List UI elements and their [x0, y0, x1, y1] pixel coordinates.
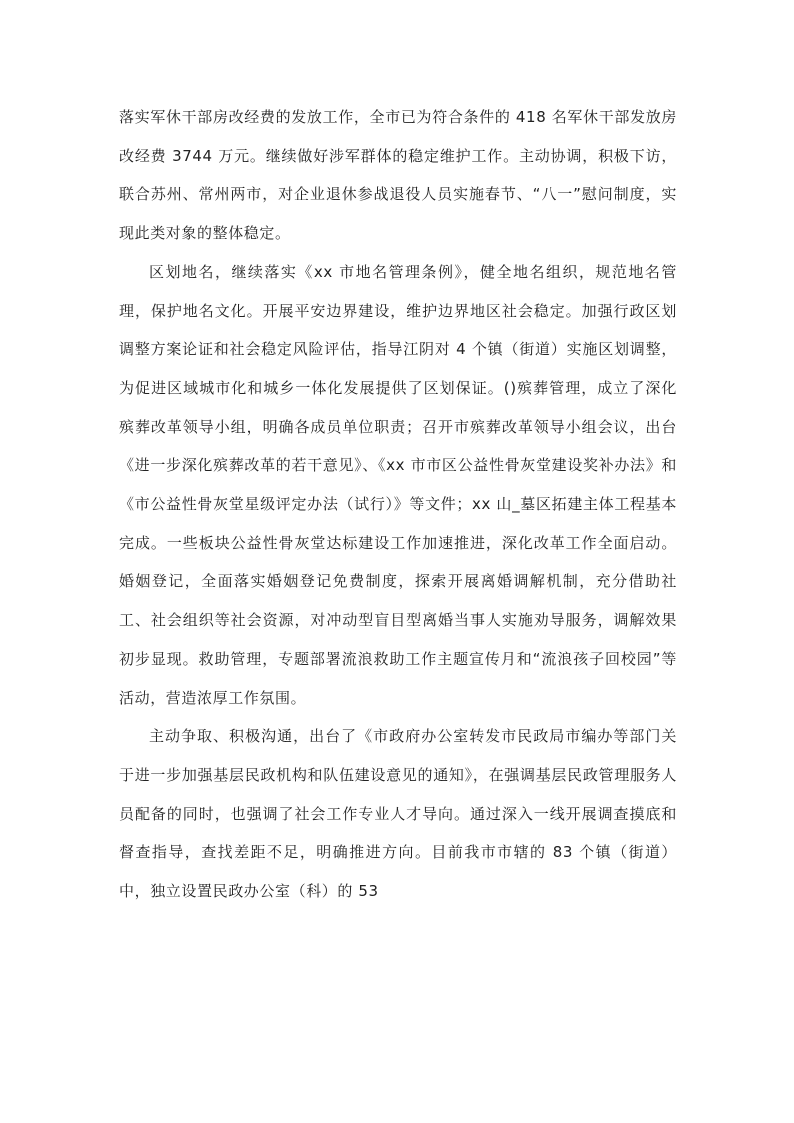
paragraph-1: 落实军休干部房改经费的发放工作，全市已为符合条件的 418 名军休干部发放房改经费 3744 万元。继续做好涉军群体的稳定维护工作。主动协调，积极下访，联合苏州、常州两市，对企业退休参战退役人员实施春节、“八一”慰问制度，实现此类对象的整体稳定。 — [119, 108, 677, 243]
paragraph-3: 主动争取、积极沟通，出台了《市政府办公室转发市民政局市编办等部门关于进一步加强基层民政机构和队伍建设意见的通知》，在强调基层民政管理服务人员配备的同时，也强调了社会工作专业人才导向。通过深入一线开展调查摸底和督查指导，查找差距不足，明确推进方向。目前我市市辖的 83 个镇（街道）中，独立设置民政办公室（科）的 53 — [119, 727, 677, 901]
paragraph-2: 区划地名，继续落实《xx 市地名管理条例》，健全地名组织，规范地名管理，保护地名文化。开展平安边界建设，维护边界地区社会稳定。加强行政区划调整方案论证和社会稳定风险评估，指导江阴对 4 个镇（街道）实施区划调整，为促进区域城市化和城乡一体化发展提供了区划保证。()殡葬管理，成立了深化殡葬改革领导小组，明确各成员单位职责；召开市殡葬改革领导小组会议，出台《进一步深化殡葬改革的若干意见》、《xx 市市区公益性骨灰堂建设奖补办法》和《市公益性骨灰堂星级评定办法（试行）》等文件；xx 山_墓区拓建主体工程基本完成。一些板块公益性骨灰堂达标建设工作加速推进，深化改革工作全面启动。婚姻登记，全面落实婚姻登记免费制度，探索开展离婚调解机制，充分借助社工、社会组织等社会资源，对冲动型盲目型离婚当事人实施劝导服务，调解效果初步显现。救助管理，专题部署流浪救助工作主题宣传月和“流浪孩子回校园”等活动，营造浓厚工作氛围。 — [119, 262, 677, 707]
document-body — [119, 98, 677, 911]
